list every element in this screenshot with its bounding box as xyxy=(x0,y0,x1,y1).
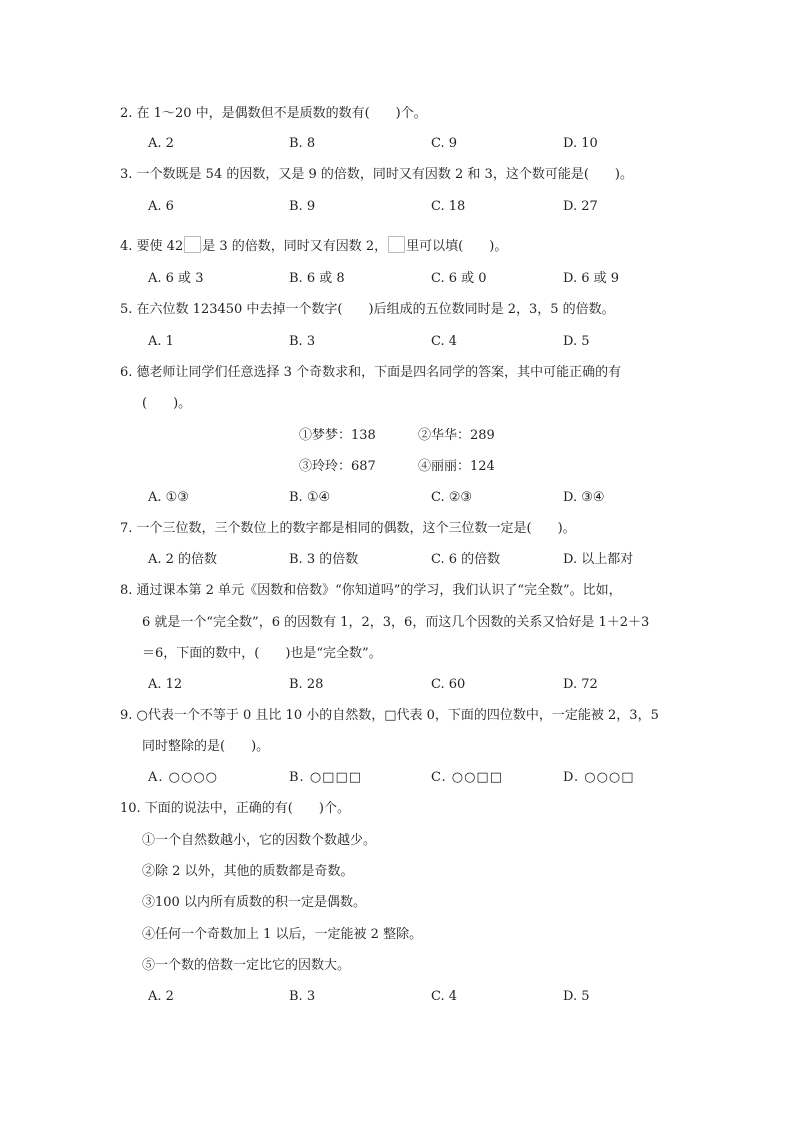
blank-box[interactable] xyxy=(184,236,201,253)
question-10-statement: ④任何一个奇数加上 1 以后，一定能被 2 整除。 xyxy=(142,927,423,942)
question-7-option-b[interactable]: B. 3 的倍数 xyxy=(289,552,359,567)
question-10-option-b[interactable]: B. 3 xyxy=(289,989,316,1004)
student-answer: ④丽丽：124 xyxy=(418,459,495,474)
question-3-option-d[interactable]: D. 27 xyxy=(563,199,598,214)
student-answer: ②华华：289 xyxy=(418,428,495,443)
question-5-option-b[interactable]: B. 3 xyxy=(289,334,316,349)
question-3-stem: 3. 一个数既是 54 的因数，又是 9 的倍数，同时又有因数 2 和 3，这个数可能是( )。 xyxy=(120,167,633,182)
question-6-stem-line-1: 6. 德老师让同学们任意选择 3 个奇数求和，下面是四名同学的答案，其中可能正确的有 xyxy=(120,365,622,380)
question-9-stem-line-1: 9. ○代表一个不等于 0 且比 10 小的自然数，□代表 0，下面的四位数中，一定能被 2，3，5 xyxy=(120,708,659,723)
question-6-option-a[interactable]: A. ①③ xyxy=(148,490,189,505)
question-8-stem-line-1: 8. 通过课本第 2 单元《因数和倍数》“你知道吗”的学习，我们认识了“完全数”。比如， xyxy=(120,583,622,598)
question-9-option-b[interactable]: B. ○□□□ xyxy=(289,770,363,785)
question-10-option-a[interactable]: A. 2 xyxy=(148,989,174,1004)
question-2-option-a[interactable]: A. 2 xyxy=(148,136,174,151)
question-10-statement: ②除 2 以外，其他的质数都是奇数。 xyxy=(142,864,354,879)
question-8-option-d[interactable]: D. 72 xyxy=(563,677,598,692)
question-7-stem: 7. 一个三位数，三个数位上的数字都是相同的偶数，这个三位数一定是( )。 xyxy=(120,521,576,536)
question-6-option-c[interactable]: C. ②③ xyxy=(431,490,473,505)
question-6-stem-line-2: ( )。 xyxy=(142,396,192,411)
question-6-option-d[interactable]: D. ③④ xyxy=(563,490,605,505)
question-3-option-b[interactable]: B. 9 xyxy=(289,199,316,214)
question-7-option-c[interactable]: C. 6 的倍数 xyxy=(431,552,501,567)
question-9-option-a[interactable]: A. ○○○○ xyxy=(148,770,219,785)
question-10-statement: ⑤一个数的倍数一定比它的因数大。 xyxy=(142,958,351,973)
question-8-option-a[interactable]: A. 12 xyxy=(148,677,183,692)
question-4-stem-part-b: 是 3 的倍数，同时又有因数 2， xyxy=(202,239,388,254)
question-5-stem: 5. 在六位数 123450 中去掉一个数字( )后组成的五位数同时是 2，3，5 的倍数。 xyxy=(120,302,615,317)
question-2-option-c[interactable]: C. 9 xyxy=(431,136,458,151)
question-5-option-c[interactable]: C. 4 xyxy=(431,334,458,349)
student-answer: ①梦梦：138 xyxy=(299,428,376,443)
question-2-option-d[interactable]: D. 10 xyxy=(563,136,598,151)
question-8-stem-line-3: ＝6，下面的数中，( )也是“完全数”。 xyxy=(142,646,382,661)
blank-box[interactable] xyxy=(388,236,405,253)
question-4-stem xyxy=(120,236,507,256)
question-4-option-d[interactable]: D. 6 或 9 xyxy=(563,271,620,286)
question-10-statement: ③100 以内所有质数的积一定是偶数。 xyxy=(142,895,366,910)
question-10-option-c[interactable]: C. 4 xyxy=(431,989,458,1004)
question-3-option-c[interactable]: C. 18 xyxy=(431,199,466,214)
question-9-option-c[interactable]: C. ○○□□ xyxy=(431,770,503,785)
question-6-option-b[interactable]: B. ①④ xyxy=(289,490,331,505)
question-2-option-b[interactable]: B. 8 xyxy=(289,136,316,151)
question-9-option-d[interactable]: D. ○○○□ xyxy=(563,770,635,785)
question-5-option-d[interactable]: D. 5 xyxy=(563,334,590,349)
question-4-stem-part-a: 4. 要使 42 xyxy=(120,239,184,254)
question-7-option-d[interactable]: D. 以上都对 xyxy=(563,552,634,567)
question-3-option-a[interactable]: A. 6 xyxy=(148,199,174,214)
question-4-option-c[interactable]: C. 6 或 0 xyxy=(431,271,487,286)
student-answer: ③玲玲：687 xyxy=(299,459,376,474)
question-10-option-d[interactable]: D. 5 xyxy=(563,989,590,1004)
question-2-stem: 2. 在 1～20 中，是偶数但不是质数的数有( )个。 xyxy=(120,106,427,121)
question-4-option-a[interactable]: A. 6 或 3 xyxy=(148,271,204,286)
question-8-option-c[interactable]: C. 60 xyxy=(431,677,466,692)
question-7-option-a[interactable]: A. 2 的倍数 xyxy=(148,552,218,567)
question-4-option-b[interactable]: B. 6 或 8 xyxy=(289,271,345,286)
question-10-stem: 10. 下面的说法中，正确的有( )个。 xyxy=(120,801,350,816)
question-5-option-a[interactable]: A. 1 xyxy=(148,334,174,349)
question-8-stem-line-2: 6 就是一个“完全数”，6 的因数有 1，2，3，6，而这几个因数的关系又恰好是 1＋2＋3 xyxy=(142,615,650,630)
question-8-option-b[interactable]: B. 28 xyxy=(289,677,324,692)
question-9-stem-line-2: 同时整除的是( )。 xyxy=(142,739,270,754)
question-4-stem-part-c: 里可以填( )。 xyxy=(406,239,508,254)
question-10-statement: ①一个自然数越小，它的因数个数越少。 xyxy=(142,833,377,848)
